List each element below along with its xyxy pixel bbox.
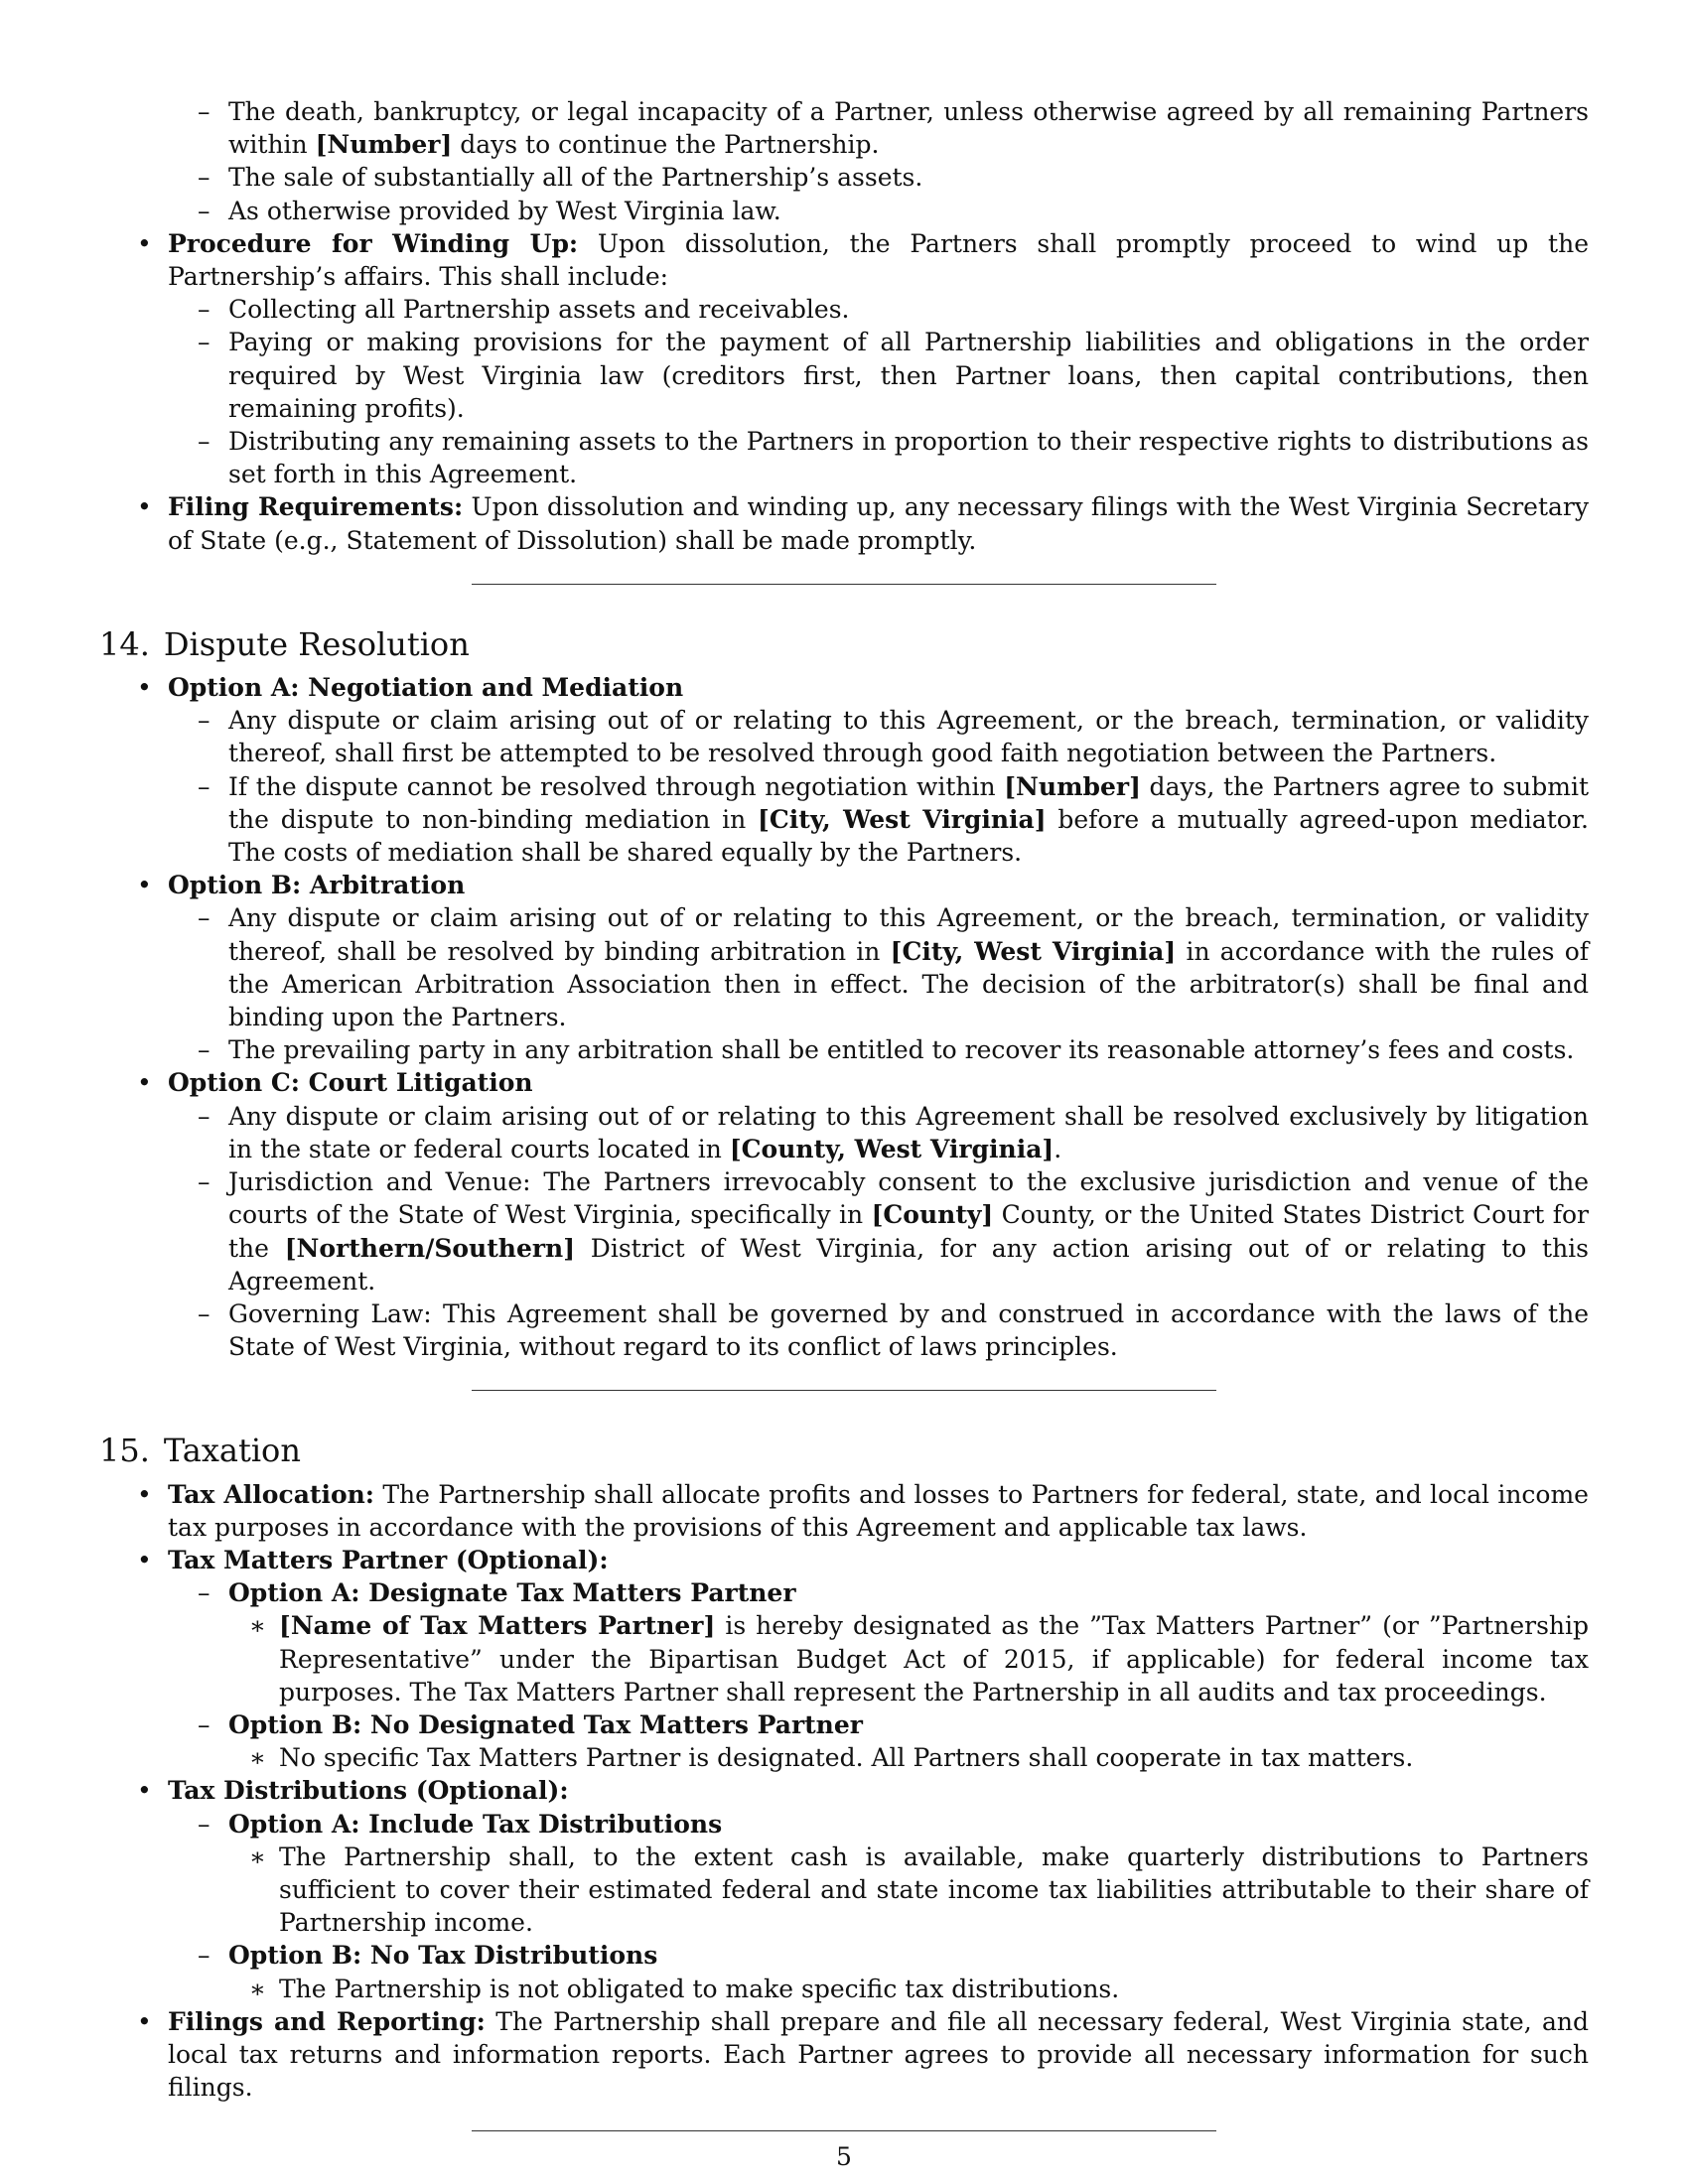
distribution-option-b-sublist <box>249 1973 1589 2005</box>
tax-matters-partner-item: • Tax Matters Partner (Optional): – Option A: Designate Tax Matters Partner ∗ [Name of Tax Matters Partner] is hereby designated as the ”Tax Matters Partner” (or ”Partnership Representative” under the Bipartisan Budget Act of 2015, if applicable) for federal income tax purposes. The Tax Matters Partner shall represent the Partnership in all audits and tax proceedings. – Option B: No Designated Tax Matters Partner ∗ No specific Tax Matters Partner is designated. All Partners shall cooperate in tax matters. <box>99 1544 1589 1774</box>
section15-list <box>99 1478 1589 2105</box>
document-page <box>99 95 1589 2131</box>
list-item: ∗ No specific Tax Matters Partner is designated. All Partners shall cooperate in tax matters. <box>249 1743 1414 1773</box>
tax-allocation-item: • Tax Allocation: The Partnership shall allocate profits and losses to Partners for federal, state, and local income tax purposes in accordance with the provisions of this Agreement and applicable tax laws. <box>137 1479 1589 1542</box>
section-heading: 14. Dispute Resolution <box>99 624 470 663</box>
placeholder-field: [County] <box>871 1200 994 1230</box>
distribution-option-a-sublist <box>249 1841 1589 1940</box>
list-item: – If the dispute cannot be resolved through negotiation within [Number] days, the Partners agree to submit the dispute to non-binding mediation in [City, West Virginia] before a mutually agreed-upon mediator. The costs of mediation shall be shared equally by the Partners. <box>198 771 1590 868</box>
list-item: – Any dispute or claim arising out of or relating to this Agreement, or the breach, termination, or validity thereof, shall first be attempted to be resolved through good faith negotiation between the Partners. <box>198 706 1589 768</box>
section13-list <box>99 95 1589 557</box>
list-item: ∗ The Partnership is not obligated to make specific tax distributions. <box>249 1974 1120 2003</box>
section14-list <box>99 671 1589 1363</box>
placeholder-field: [City, West Virginia] <box>758 804 1047 834</box>
tmp-options <box>198 1576 1590 1774</box>
option-b-sublist <box>198 901 1590 1066</box>
placeholder-field: [County, West Virginia] <box>729 1134 1055 1163</box>
option-a-item: • Option A: Negotiation and Mediation – Any dispute or claim arising out of or relating to this Agreement, or the breach, termination, or validity thereof, shall first be attempted to be resolved through good faith negotiation between the Partners. – If the dispute cannot be resolved through negotiation within [Number] days, the Partners agree to submit the dispute to non-binding mediation in [City, West Virginia] before a mutually agreed-upon mediator. The costs of mediation shall be shared equally by the Partners. <box>99 671 1589 869</box>
tax-distributions-item: • Tax Distributions (Optional): – Option A: Include Tax Distributions ∗ The Partnership shall, to the extent cash is available, make quarterly distributions to Partners sufficient to cover their estimated federal and state income tax liabilities attributable to their share of Partnership income. – Option B: No Tax Distributions ∗ The Partnership is not obligated to make specific tax distributions. <box>99 1774 1589 2004</box>
tmp-option-b-sublist <box>249 1741 1589 1774</box>
placeholder-field: [Number] <box>1004 771 1141 801</box>
list-item: – Option B: No Tax Distributions ∗ The Partnership is not obligated to make specific tax distributions. <box>228 1939 1589 2004</box>
winding-up-steps <box>198 293 1589 490</box>
tmp-option-a-sublist <box>249 1609 1590 1708</box>
option-c-item: • Option C: Court Litigation – Any dispute or claim arising out of or relating to this Agreement shall be resolved exclusively by litigation in the state or federal courts located in [County, West Virginia]. – Jurisdiction and Venue: The Partners irrevocably consent to the exclusive jurisdiction and venue of the courts of the State of West Virginia, specifically in [County] County, or the United States District Court for the [Northern/Southern] District of West Virginia, for any action arising out of or relating to this Agreement. – Governing Law: This Agreement shall be governed by and construed in accordance with the laws of the State of West Virginia, without regard to its conflict of laws principles. <box>99 1066 1589 1363</box>
section-heading: 15. Taxation <box>99 1432 301 1470</box>
option-a-sublist <box>198 704 1590 869</box>
option-c-sublist <box>198 1100 1589 1364</box>
list-item: – The prevailing party in any arbitration shall be entitled to recover its reasonable attorney’s fees and costs. <box>198 1035 1575 1065</box>
list-item: ∗ The Partnership shall, to the extent cash is available, make quarterly distributions to Partners sufficient to cover their estimated federal and state income tax liabilities attributable to their share of Partnership income. <box>249 1842 1589 1938</box>
list-item: – Option B: No Designated Tax Matters Partner ∗ No specific Tax Matters Partner is designated. All Partners shall cooperate in tax matters. <box>228 1708 1589 1774</box>
list-item: ∗ [Name of Tax Matters Partner] is hereby designated as the ”Tax Matters Partner” (or ”Partnership Representative” under the Bipartisan Budget Act of 2015, if applicable) for federal income tax purposes. The Tax Matters Partner shall represent the Partnership in all audits and tax proceedings. <box>249 1611 1590 1706</box>
placeholder-field: [Name of Tax Matters Partner] <box>279 1611 716 1641</box>
list-item: – The death, bankruptcy, or legal incapacity of a Partner, unless otherwise agreed by all remaining Partners within [Number] days to continue the Partnership. <box>198 97 1589 160</box>
filings-reporting-item: • Filings and Reporting: The Partnership shall prepare and file all necessary federal, West Virginia state, and local tax returns and information reports. Each Partner agrees to provide all necessary information for such filings. <box>137 2006 1589 2103</box>
list-item: – Any dispute or claim arising out of or relating to this Agreement, or the breach, termination, or validity thereof, shall be resolved by binding arbitration in [City, West Virginia] in accordance with the rules of the American Arbitration Association then in effect. The decision of the arbitrator(s) shall be final and binding upon the Partners. <box>198 903 1590 1032</box>
placeholder-field: [City, West Virginia] <box>890 936 1177 966</box>
section-divider <box>472 2130 1216 2131</box>
list-item: – Option A: Include Tax Distributions ∗ The Partnership shall, to the extent cash is available, make quarterly distributions to Partners sufficient to cover their estimated federal and state income tax liabilities attributable to their share of Partnership income. <box>228 1808 1589 1940</box>
list-item: – Jurisdiction and Venue: The Partners irrevocably consent to the exclusive jurisdiction and venue of the courts of the State of West Virginia, specifically in [County] County, or the United States District Court for the [Northern/Southern] District of West Virginia, for any action arising out of or relating to this Agreement. <box>198 1167 1589 1296</box>
distribution-options <box>198 1808 1589 2005</box>
placeholder-field: [Number] <box>315 130 453 160</box>
list-item: – Governing Law: This Agreement shall be governed by and construed in accordance with the laws of the State of West Virginia, without regard to its conflict of laws principles. <box>198 1298 1589 1362</box>
list-item: – As otherwise provided by West Virginia law. <box>198 196 781 225</box>
list-item: – Option A: Designate Tax Matters Partner ∗ [Name of Tax Matters Partner] is hereby designated as the ”Tax Matters Partner” (or ”Partnership Representative” under the Bipartisan Budget Act of 2015, if applicable) for federal income tax purposes. The Tax Matters Partner shall represent the Partnership in all audits and tax proceedings. <box>228 1576 1589 1708</box>
page-number: 5 <box>836 2142 852 2171</box>
option-b-item: • Option B: Arbitration – Any dispute or claim arising out of or relating to this Agreement, or the breach, termination, or validity thereof, shall be resolved by binding arbitration in [City, West Virginia] in accordance with the rules of the American Arbitration Association then in effect. The decision of the arbitrator(s) shall be final and binding upon the Partners. – The prevailing party in any arbitration shall be entitled to recover its reasonable attorney’s fees and costs. <box>99 869 1589 1066</box>
list-item: – Paying or making provisions for the payment of all Partnership liabilities and obligations in the order required by West Virginia law (creditors first, then Partner loans, then capital contributions, then remaining profits). <box>198 328 1589 423</box>
dissolution-events-list <box>198 95 1589 227</box>
list-item: – Distributing any remaining assets to the Partners in proportion to their respective rights to distributions as set forth in this Agreement. <box>198 427 1589 489</box>
list-item: – The sale of substantially all of the Partnership’s assets. <box>198 163 923 193</box>
list-item: – Collecting all Partnership assets and receivables. <box>198 295 850 325</box>
placeholder-field: [Northern/Southern] <box>284 1233 576 1263</box>
winding-up-item: • Procedure for Winding Up: Upon dissolution, the Partners shall promptly proceed to wind up the Partnership’s affairs. This shall include: – Collecting all Partnership assets and receivables. – Paying or making provisions for the payment of all Partnership liabilities and obligations in the order required by West Virginia law (creditors first, then Partner loans, then capital contributions, then remaining profits). – Distributing any remaining assets to the Partners in proportion to their respective rights to distributions as set forth in this Agreement. <box>99 227 1589 491</box>
filing-requirements-item: • Filing Requirements: Upon dissolution and winding up, any necessary filings with the West Virginia Secretary of State (e.g., Statement of Dissolution) shall be made promptly. <box>137 492 1589 555</box>
list-item: – Any dispute or claim arising out of or relating to this Agreement shall be resolved exclusively by litigation in the state or federal courts located in [County, West Virginia]. <box>198 1101 1589 1163</box>
